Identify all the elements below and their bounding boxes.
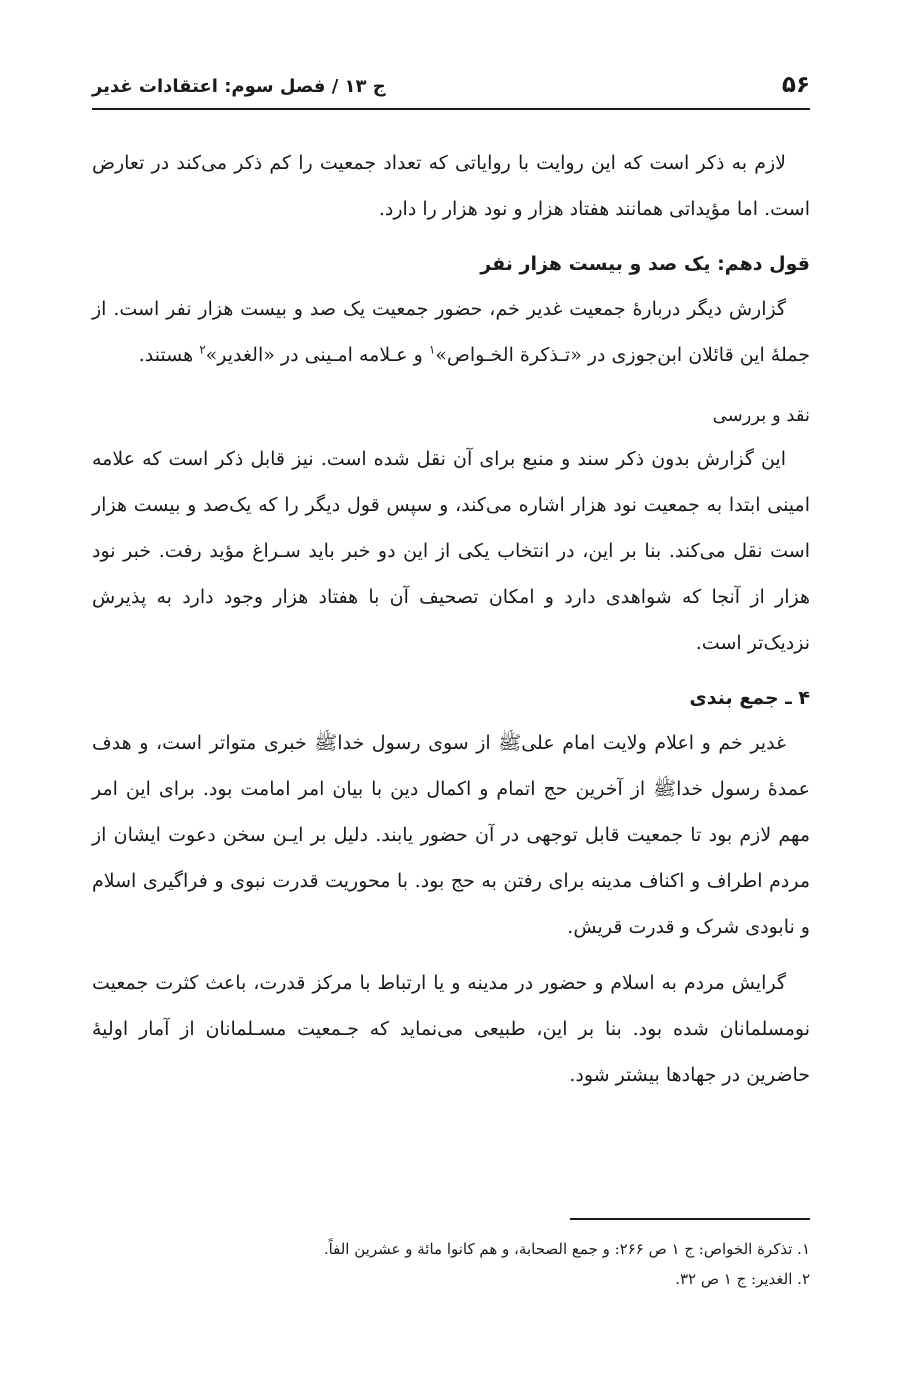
section-heading-tenth-view: قول دهم: یک صد و بیست هزار نفر xyxy=(480,253,810,275)
paragraph-2-text-c: هستند. xyxy=(138,344,200,366)
paragraph-1: لازم به ذکر است که این روایت با روایاتی که تعداد جمعیت را کم ذکر می‌کند در تعارض است. اما مؤیداتی همانند هفتاد هزار و نود هزار را دارد. xyxy=(92,152,810,220)
footnote-2: ۲. الغدیر: ج ۱ ص ۳۲. xyxy=(675,1270,810,1288)
footnote-ref-2[interactable]: ۲ xyxy=(199,342,206,357)
page-number: ۵۶ xyxy=(781,72,810,98)
footnote-1: ۱. تذکرة الخواص: ج ۱ ص ۲۶۶: و جمع الصحابة، و هم کانوا مائة و عشرین الفاً. xyxy=(323,1240,810,1258)
paragraph-3: این گزارش بدون ذکر سند و منبع برای آن نقل شده است. نیز قابل ذکر است که علامه امینی ابتدا به جمعیت نود هزار اشاره می‌کند، و سپس قول دیگر را که یک‌صد و بیست هزار است نقل می‌کند. بنا بر این، در انتخاب یکی از این دو خبر باید سـراغ مؤید رفت. خبر نود هزار از آنجا که شواهدی دارد و امکان تصحیف آن با هفتاد هزار وجود دارد به پذیرش نزدیک‌تر است. xyxy=(92,448,810,654)
page-header xyxy=(92,68,810,110)
paragraph-2-text-b: و عـلامه امـینی در «الغدیر» xyxy=(205,344,429,366)
running-head: ج ۱۳ / فصل سوم: اعتقادات غدیر xyxy=(92,76,386,97)
paragraph-5: گرایش مردم به اسلام و حضور در مدینه و یا ارتباط با مرکز قدرت، باعث کثرت جمعیت نومسلمانان شده بود. بنا بر این، طبیعی می‌نماید که جـمعیت مسـلمانان از آمار اولیهٔ حاضرین در جهادها بیشتر شود. xyxy=(92,972,810,1086)
footnotes xyxy=(92,1218,810,1294)
page-body xyxy=(92,140,810,1098)
paragraph-2-text-a: گزارش دیگر دربارهٔ جمعیت غدیر خم، حضور جمعیت یک صد و بیست هزار نفر است. از جملهٔ این قائلان ابن‌جوزی در «تـذکرة الخـواص» xyxy=(92,298,810,366)
footnote-ref-1[interactable]: ۱ xyxy=(428,342,436,357)
book-page xyxy=(92,0,810,1390)
paragraph-4: غدیر خم و اعلام ولایت امام علی‌ﷺ از سوی رسول خداﷺ خبری متواتر است، و هدف عمدهٔ رسول خداﷺ از آخرین حج اتمام و اکمال دین با بیان امر امامت بود. برای این امر مهم لازم بود تا جمعیت قابل توجهی در آن حضور یابند. دلیل بر ایـن سخن دعوت ایشان از مردم اطراف و اکناف مدینه برای رفتن به حج بود. با محوریت قدرت نبوی و فراگیری اسلام و نابودی شرک و قدرت قریش. xyxy=(92,732,810,938)
subheading-critique: نقد و بررسی xyxy=(712,405,810,426)
paragraph-2 xyxy=(92,286,810,378)
section-heading-summary: ۴ ـ جمع بندی xyxy=(689,687,810,709)
footnote-separator xyxy=(570,1218,810,1220)
